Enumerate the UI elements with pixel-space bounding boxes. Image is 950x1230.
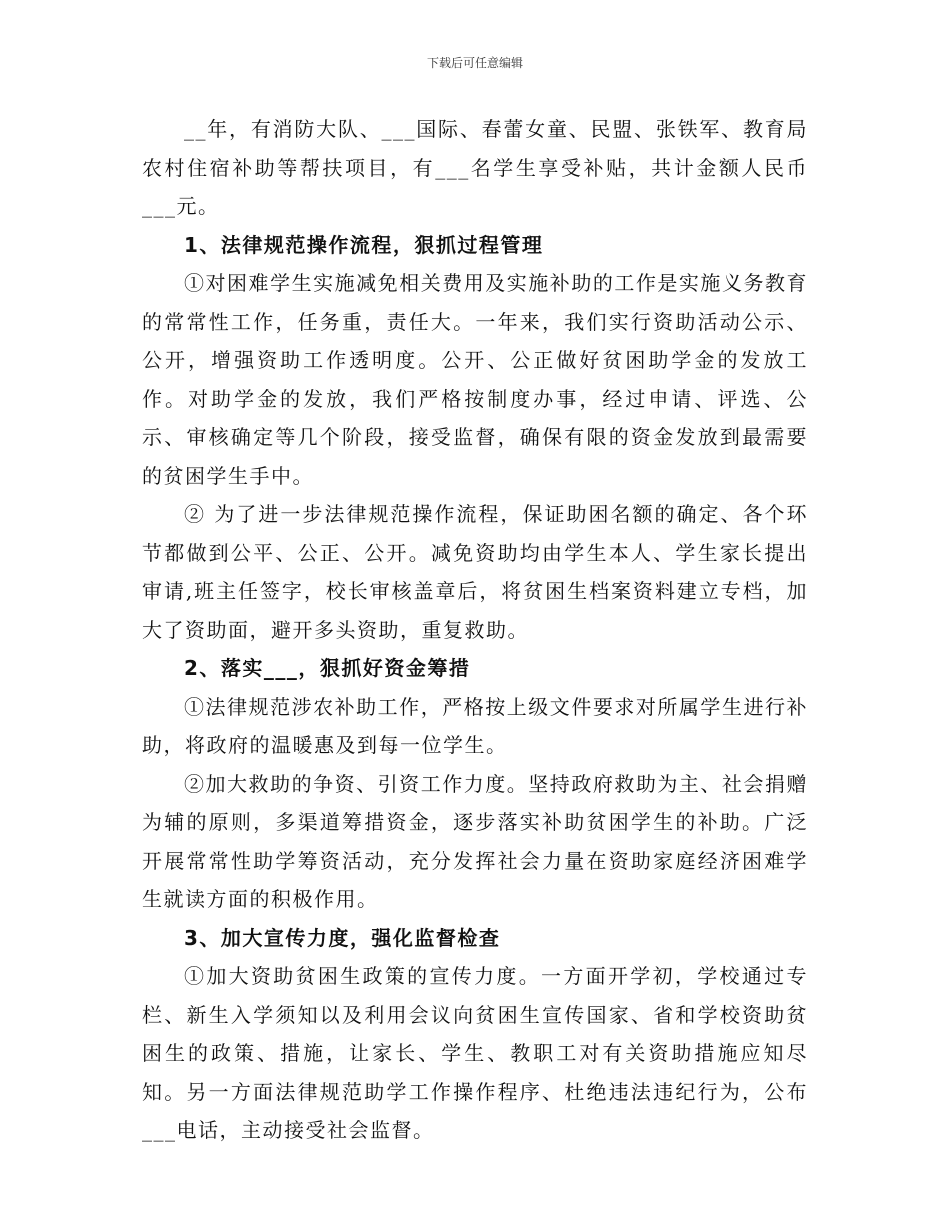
paragraph-2-1: ①法律规范涉农补助工作，严格按上级文件要求对所属学生进行补助，将政府的温暖惠及到每一位学生。 bbox=[142, 694, 808, 757]
paragraph-1-2: ② 为了进一步法律规范操作流程，保证助困名额的确定、各个环节都做到公平、公正、公开。减免资助均由学生本人、学生家长提出审请,班主任签字，校长审核盖章后，将贫困生档案资料建立专档，加大了资助面，避开多头资助，重复救助。 bbox=[142, 502, 808, 642]
page-header: 下载后可任意编辑 bbox=[426, 56, 523, 70]
paragraph-1-1: ①对困难学生实施减免相关费用及实施补助的工作是实施义务教育的常常性工作，任务重，责任大。一年来，我们实行资助活动公示、公开，增强资助工作透明度。公开、公正做好贫困助学金的发放工作。对助学金的发放，我们严格按制度办事，经过申请、评选、公示、审核确定等几个阶段，接受监督，确保有限的资金发放到最需要的贫困学生手中。 bbox=[142, 271, 808, 488]
section-heading-1: 1、法律规范操作流程，狠抓过程管理 bbox=[184, 232, 544, 257]
paragraph-2-2: ②加大救助的争资、引资工作力度。坚持政府救助为主、社会捐赠为辅的原则，多渠道筹措资金，逐步落实补助贫困学生的补助。广泛开展常常性助学筹资活动，充分发挥社会力量在资助家庭经济困难学生就读方面的积极作用。 bbox=[142, 771, 808, 911]
section-heading-3: 3、加大宣传力度，强化监督检查 bbox=[184, 925, 501, 950]
document-body bbox=[142, 110, 808, 1150]
section-heading-2: 2、落实___，狠抓好资金筹措 bbox=[184, 656, 471, 680]
paragraph-3-1: ①加大资助贫困生政策的宣传力度。一方面开学初，学校通过专栏、新生入学须知以及利用会议向贫困生宣传国家、省和学校资助贫困生的政策、措施，让家长、学生、教职工对有关资助措施应知尽知。另一方面法律规范助学工作操作程序、杜绝违法违纪行为，公布___电话，主动接受社会监督。 bbox=[142, 964, 808, 1142]
paragraph-intro: __年，有消防大队、___国际、春蕾女童、民盟、张铁军、教育局农村住宿补助等帮扶项目，有___名学生享受补贴，共计金额人民币___元。 bbox=[142, 117, 808, 218]
